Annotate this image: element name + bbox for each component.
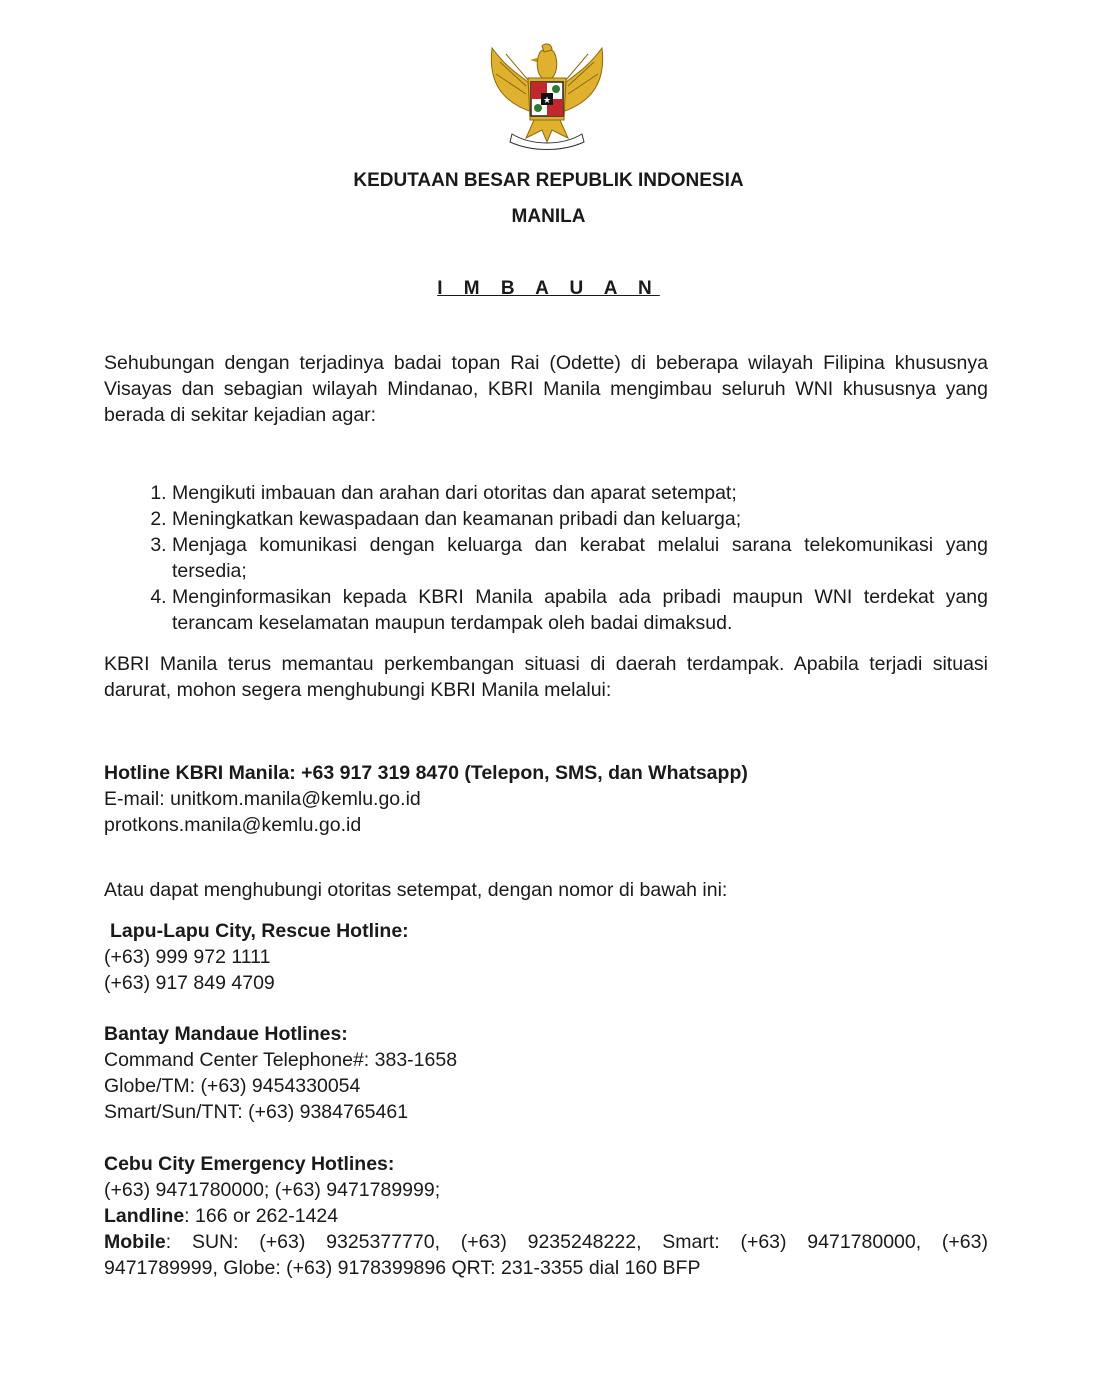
mandaue-line: Smart/Sun/TNT: (+63) 9384765461 bbox=[104, 1101, 409, 1123]
cebu-title: Cebu City Emergency Hotlines: bbox=[104, 1153, 395, 1175]
svg-text:★: ★ bbox=[542, 96, 552, 106]
mandaue-line: Globe/TM: (+63) 9454330054 bbox=[104, 1075, 361, 1097]
advice-list bbox=[104, 480, 988, 636]
city-heading: MANILA bbox=[511, 206, 586, 227]
lapu-lapu-block bbox=[104, 918, 988, 996]
cebu-mobile bbox=[104, 1229, 988, 1255]
landline-label: Landline bbox=[104, 1205, 185, 1227]
lapu-lapu-title: Lapu-Lapu City, Rescue Hotline: bbox=[110, 920, 409, 942]
garuda-emblem-icon bbox=[482, 42, 612, 154]
mobile-label: Mobile bbox=[104, 1231, 166, 1253]
list-item: 1. Mengikuti imbauan dan arahan dari otoritas dan aparat setempat; bbox=[172, 480, 988, 506]
cebu-mobile-continued: 9471789999, Globe: (+63) 9178399896 QRT: 231-3355 dial 160 BFP bbox=[104, 1257, 701, 1279]
local-authority-intro bbox=[104, 877, 988, 903]
email-unitkom[interactable]: unitkom.manila@kemlu.go.id bbox=[170, 788, 421, 810]
mandaue-title: Bantay Mandaue Hotlines: bbox=[104, 1023, 348, 1045]
list-item: 3. Menjaga komunikasi dengan keluarga dan kerabat melalui sarana telekomunikasi yang tersedia; bbox=[172, 532, 988, 584]
kbri-contact-block bbox=[104, 760, 988, 838]
local-intro-text: Atau dapat menghubungi otoritas setempat, dengan nomor di bawah ini: bbox=[104, 879, 728, 901]
monitoring-paragraph: KBRI Manila terus memantau perkembangan situasi di daerah terdampak. Apabila terjadi situasi darurat, mohon segera menghubungi KBRI Manila melalui: bbox=[104, 653, 988, 701]
cebu-landline bbox=[104, 1203, 988, 1229]
institution-heading: KEDUTAAN BESAR REPUBLIK INDONESIA bbox=[353, 170, 744, 191]
cebu-block bbox=[104, 1151, 988, 1281]
list-item: 4. Menginformasikan kepada KBRI Manila apabila ada pribadi maupun WNI terdekat yang terancam keselamatan maupun terdampak oleh badai dimaksud. bbox=[172, 584, 988, 636]
mobile-value: : SUN: (+63) 9325377770, (+63) 9235248222, Smart: (+63) 9471780000, (+63) bbox=[165, 1231, 988, 1253]
email-label: E-mail: bbox=[104, 788, 171, 810]
cebu-numbers: (+63) 9471780000; (+63) 9471789999; bbox=[104, 1179, 441, 1201]
phone-number: (+63) 917 849 4709 bbox=[104, 972, 275, 994]
list-item: 2. Meningkatkan kewaspadaan dan keamanan pribadi dan keluarga; bbox=[172, 506, 988, 532]
intro-paragraph: Sehubungan dengan terjadinya badai topan Rai (Odette) di beberapa wilayah Filipina khususnya Visayas dan sebagian wilayah Mindanao, KBRI Manila mengimbau seluruh WNI khususnya yang berada di sekitar kejadian agar: bbox=[104, 352, 988, 426]
landline-value: : 166 or 262-1424 bbox=[184, 1205, 339, 1227]
mandaue-line: Command Center Telephone#: 383-1658 bbox=[104, 1049, 458, 1071]
email-protkons[interactable]: protkons.manila@kemlu.go.id bbox=[104, 814, 362, 836]
document-title: I M B A U A N bbox=[437, 278, 660, 299]
kbri-hotline: Hotline KBRI Manila: +63 917 319 8470 (Telepon, SMS, dan Whatsapp) bbox=[104, 762, 748, 784]
garuda-emblem bbox=[482, 42, 612, 154]
phone-number: (+63) 999 972 1111 bbox=[104, 946, 271, 968]
email-line bbox=[104, 786, 988, 812]
mandaue-block bbox=[104, 1021, 988, 1125]
